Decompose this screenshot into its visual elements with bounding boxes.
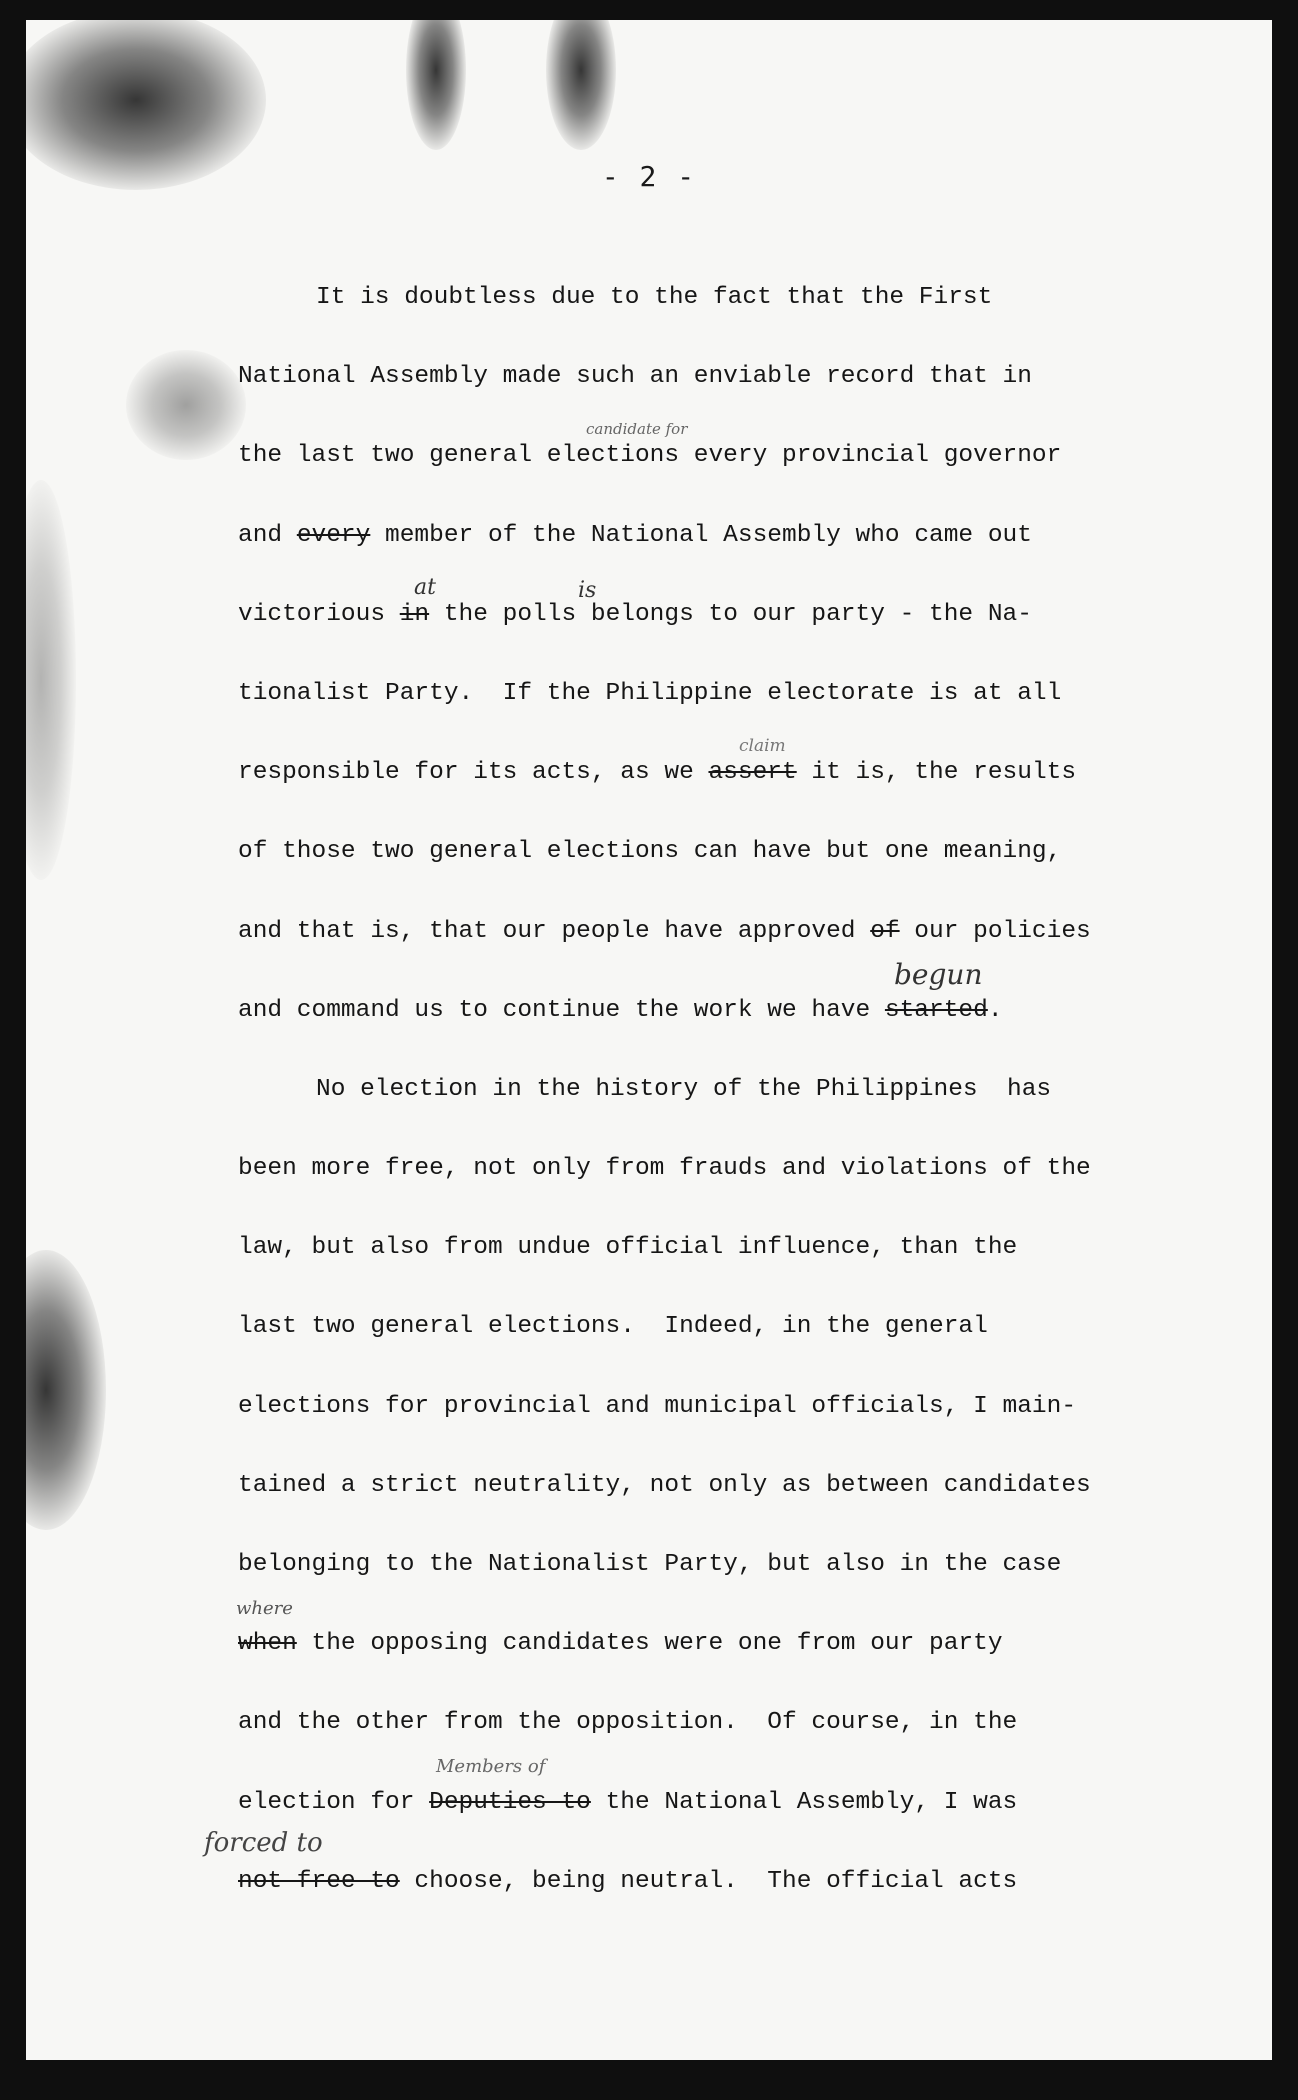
ink-smudge — [406, 20, 466, 150]
page-number: - 2 - — [601, 160, 697, 193]
text-line — [238, 1222, 1178, 1301]
handwritten-annotation: begun — [894, 958, 983, 991]
text-line — [238, 1460, 1178, 1539]
text-line — [238, 747, 1178, 826]
line-text: the last two general elections every provincial governor — [238, 442, 1062, 470]
line-text: law, but also from undue official influence, than the — [238, 1234, 1018, 1262]
text-line — [238, 510, 1178, 589]
line-text: tionalist Party. If the Philippine electorate is at all — [238, 679, 1062, 707]
line-text: the National Assembly, I was — [590, 1788, 1018, 1816]
struck-through-word: Deputies to — [429, 1788, 591, 1816]
line-text: and — [238, 521, 297, 549]
text-line — [238, 1064, 1178, 1143]
text-line — [238, 906, 1178, 985]
line-text: victorious — [238, 600, 400, 628]
line-text: and that is, that our people have approved — [238, 917, 871, 945]
ink-smudge — [26, 480, 76, 880]
text-line — [238, 668, 1178, 747]
text-line — [238, 1697, 1178, 1776]
line-text: elections for provincial and municipal officials, I main- — [238, 1392, 1077, 1420]
handwritten-annotation: at — [414, 575, 436, 600]
line-text: responsible for its acts, as we — [238, 759, 709, 787]
handwritten-annotation: Members of — [436, 1756, 546, 1777]
struck-through-word: every — [296, 521, 371, 549]
line-text: National Assembly made such an enviable record that in — [238, 363, 1032, 391]
text-line — [238, 985, 1178, 1064]
line-text: last two general elections. Indeed, in the general — [238, 1313, 988, 1341]
struck-through-word: when — [238, 1630, 297, 1658]
text-line — [238, 589, 1178, 668]
struck-through-word: not free to — [238, 1867, 400, 1895]
text-line — [238, 826, 1178, 905]
line-text: and the other from the opposition. Of course, in the — [238, 1709, 1018, 1737]
document-page — [26, 20, 1272, 2060]
line-text: been more free, not only from frauds and violations of the — [238, 1155, 1091, 1183]
struck-through-word: of — [870, 917, 900, 945]
text-line — [238, 1301, 1178, 1380]
line-text: the opposing candidates were one from our party — [296, 1630, 1003, 1658]
line-text: member of the National Assembly who came out — [370, 521, 1032, 549]
text-line — [238, 430, 1178, 509]
line-text: and command us to continue the work we have — [238, 996, 885, 1024]
line-text: of those two general elections can have but one meaning, — [238, 838, 1062, 866]
line-text: the polls belongs to our party - the Na- — [429, 600, 1032, 628]
struck-through-word: in — [399, 600, 430, 628]
line-text: our policies — [899, 917, 1091, 945]
ink-smudge — [26, 1250, 106, 1530]
typed-body-text — [238, 272, 1178, 1935]
text-line — [238, 1539, 1178, 1618]
line-text: It is doubtless due to the fact that the First — [316, 284, 993, 311]
ink-smudge — [126, 350, 246, 460]
text-line — [238, 1856, 1178, 1935]
line-text: No election in the history of the Philippines has — [316, 1075, 1052, 1103]
handwritten-annotation: candidate for — [586, 420, 688, 438]
line-text: . — [987, 996, 1003, 1024]
struck-through-word: assert — [708, 759, 797, 787]
text-line — [238, 1618, 1178, 1697]
handwritten-annotation: claim — [739, 736, 786, 756]
handwritten-annotation: where — [236, 1598, 293, 1619]
line-text: belonging to the Nationalist Party, but also in the case — [238, 1551, 1062, 1578]
handwritten-annotation: is — [578, 578, 597, 603]
line-text: choose, being neutral. The official acts — [399, 1867, 1018, 1895]
line-text: election for — [238, 1788, 430, 1816]
handwritten-annotation: forced to — [204, 1828, 323, 1858]
line-text: it is, the results — [796, 759, 1077, 787]
text-line — [238, 272, 1178, 351]
ink-smudge — [546, 20, 616, 150]
text-line — [238, 1143, 1178, 1222]
text-line — [238, 1777, 1178, 1856]
struck-through-word: started — [884, 996, 988, 1024]
text-line — [238, 1381, 1178, 1460]
line-text: tained a strict neutrality, not only as between candidates — [238, 1471, 1091, 1499]
text-line — [238, 351, 1178, 430]
